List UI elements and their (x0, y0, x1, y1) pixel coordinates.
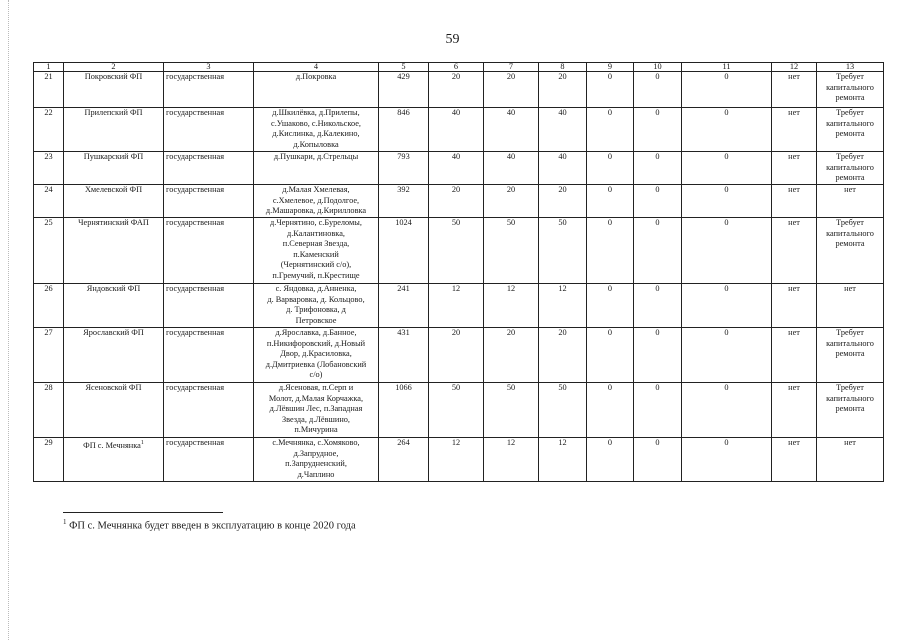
cell-c10: 0 (634, 438, 682, 482)
note-line: Требует (836, 383, 864, 392)
settlement-line: д. Трифоновка, д (286, 305, 346, 314)
column-header: 1 (34, 63, 64, 72)
cell-c8: 12 (539, 284, 587, 328)
table-row (34, 383, 884, 438)
cell-c6: 40 (429, 152, 484, 185)
cell-no: 23 (34, 152, 64, 185)
cell-c6: 20 (429, 328, 484, 383)
note-line: нет (844, 438, 856, 447)
note-line: Требует (836, 152, 864, 161)
cell-c9: 0 (587, 185, 634, 218)
cell-note (817, 218, 884, 284)
footnote-mark: 1 (63, 518, 67, 526)
cell-note (817, 72, 884, 108)
settlement-line: д.Лёвшин Лес, п.Западная (269, 404, 363, 413)
settlement-line: д.Калантиновка, (287, 228, 345, 238)
cell-c12: нет (772, 152, 817, 185)
cell-name (64, 218, 164, 284)
cell-c5: 392 (379, 185, 429, 218)
cell-c10: 0 (634, 284, 682, 328)
cell-c7: 20 (484, 72, 539, 108)
settlement-line: д.Кислинка, д.Калекино, (272, 129, 360, 138)
cell-no: 27 (34, 328, 64, 383)
cell-c5: 846 (379, 108, 429, 152)
settlement-line: с. Яндовка, д.Анненка, (275, 284, 357, 293)
cell-c11: 0 (682, 185, 772, 218)
cell-ownership: государственная (164, 438, 254, 482)
note-line: Требует (836, 328, 864, 337)
cell-settlements (254, 438, 379, 482)
settlement-line: Молот, д.Малая Корчажка, (268, 393, 364, 403)
footnote-text: ФП с. Мечнянка будет введен в эксплуатацию в конце 2020 года (66, 520, 356, 532)
cell-c7: 40 (484, 152, 539, 185)
page-number: 59 (445, 32, 460, 47)
cell-c7: 50 (484, 383, 539, 438)
settlement-line: п.Каменский (293, 249, 339, 259)
cell-c11: 0 (682, 72, 772, 108)
cell-ownership: государственная (164, 152, 254, 185)
cell-c5: 241 (379, 284, 429, 328)
cell-c11: 0 (682, 108, 772, 152)
cell-note (817, 328, 884, 383)
cell-c6: 12 (429, 438, 484, 482)
cell-c8: 12 (539, 438, 587, 482)
settlement-line: с/о) (309, 370, 323, 379)
settlement-line: Звезда, д.Лёвшино, (281, 414, 350, 424)
cell-c8: 20 (539, 72, 587, 108)
note-line: капитального (826, 118, 874, 128)
cell-c8: 20 (539, 328, 587, 383)
cell-ownership: государственная (164, 218, 254, 284)
settlement-line: д.Чернятино, с.Буреломы, (270, 218, 362, 227)
note-line: ремонта (835, 239, 865, 248)
cell-note (817, 108, 884, 152)
cell-c11: 0 (682, 328, 772, 383)
settlement-line: п.Северная Звезда, (282, 239, 350, 248)
cell-name (64, 185, 164, 218)
cell-no: 25 (34, 218, 64, 284)
cell-c9: 0 (587, 108, 634, 152)
settlement-line: д.Пушкари, д.Стрельцы (273, 152, 359, 161)
settlement-line: д.Дмитриевка (Лобановский (265, 359, 367, 369)
cell-c11: 0 (682, 383, 772, 438)
cell-c5: 1066 (379, 383, 429, 438)
facility-name: Пушкарский ФП (83, 152, 144, 161)
cell-c5: 429 (379, 72, 429, 108)
table-row (34, 438, 884, 482)
settlement-line: д.Ясеновая, п.Серп и (278, 383, 354, 392)
cell-no: 22 (34, 108, 64, 152)
note-line: Требует (836, 218, 864, 227)
table-row (34, 284, 884, 328)
note-line: капитального (826, 393, 874, 403)
note-line: капитального (826, 338, 874, 348)
cell-c5: 431 (379, 328, 429, 383)
cell-c7: 12 (484, 284, 539, 328)
cell-c6: 12 (429, 284, 484, 328)
cell-no: 29 (34, 438, 64, 482)
facilities-table (33, 62, 884, 482)
cell-ownership: государственная (164, 284, 254, 328)
note-line: капитального (826, 228, 874, 238)
facility-name: Прилепский ФП (84, 108, 143, 117)
note-line: Требует (836, 72, 864, 81)
footnote-separator (63, 512, 223, 513)
note-line: ремонта (835, 129, 865, 138)
footnote (63, 518, 356, 532)
facility-name: Яндовский ФП (86, 284, 141, 293)
note-line: капитального (826, 162, 874, 172)
cell-c10: 0 (634, 152, 682, 185)
cell-note (817, 152, 884, 185)
cell-name (64, 383, 164, 438)
cell-c10: 0 (634, 383, 682, 438)
note-line: нет (844, 284, 856, 293)
note-line: ремонта (835, 93, 865, 102)
cell-c6: 50 (429, 383, 484, 438)
cell-c7: 12 (484, 438, 539, 482)
header-row (34, 63, 884, 72)
cell-c10: 0 (634, 108, 682, 152)
settlement-line: (Чернятинский с/о), (280, 260, 352, 269)
column-header: 6 (429, 63, 484, 72)
cell-c11: 0 (682, 152, 772, 185)
cell-no: 24 (34, 185, 64, 218)
cell-c12: нет (772, 185, 817, 218)
settlement-line: с.Мечнянка, с.Хомяково, (272, 438, 360, 447)
settlement-line: Двор, д.Красиловка, (280, 349, 352, 358)
column-header: 7 (484, 63, 539, 72)
settlement-line: Петровское (295, 315, 337, 325)
settlement-line: д.Запрудное, (293, 448, 339, 458)
cell-no: 21 (34, 72, 64, 108)
settlement-line: п.Гремучий, п.Крестище (272, 270, 360, 280)
cell-note (817, 185, 884, 218)
column-header: 13 (817, 63, 884, 72)
column-header: 9 (587, 63, 634, 72)
cell-name (64, 284, 164, 328)
cell-c10: 0 (634, 328, 682, 383)
cell-c12: нет (772, 383, 817, 438)
cell-c9: 0 (587, 72, 634, 108)
note-line: Требует (836, 108, 864, 117)
cell-settlements (254, 218, 379, 284)
cell-c7: 20 (484, 328, 539, 383)
column-header: 5 (379, 63, 429, 72)
cell-ownership: государственная (164, 108, 254, 152)
cell-c12: нет (772, 328, 817, 383)
cell-settlements (254, 108, 379, 152)
note-line: нет (844, 185, 856, 194)
cell-settlements (254, 72, 379, 108)
settlement-line: с.Ушаково, с.Никольское, (271, 118, 361, 128)
cell-c7: 20 (484, 185, 539, 218)
facility-name: Покровский ФП (84, 72, 143, 81)
cell-ownership: государственная (164, 72, 254, 108)
facility-name: Чернятинский ФАП (78, 218, 149, 227)
settlement-line: д.Шкилёвка, д.Прилепы, (272, 108, 360, 117)
settlement-line: п.Мичурина (294, 425, 338, 434)
table-row (34, 185, 884, 218)
cell-c8: 50 (539, 383, 587, 438)
table-row (34, 108, 884, 152)
column-header: 3 (164, 63, 254, 72)
note-line: капитального (826, 82, 874, 92)
settlement-line: д.Чаплино (297, 469, 335, 479)
cell-c9: 0 (587, 218, 634, 284)
cell-c12: нет (772, 218, 817, 284)
cell-c10: 0 (634, 185, 682, 218)
column-header: 10 (634, 63, 682, 72)
cell-c5: 1024 (379, 218, 429, 284)
note-line: ремонта (835, 404, 865, 413)
note-line: ремонта (835, 173, 865, 182)
column-header: 2 (64, 63, 164, 72)
note-line: ремонта (835, 349, 865, 358)
table-row (34, 72, 884, 108)
cell-c5: 793 (379, 152, 429, 185)
cell-name (64, 72, 164, 108)
settlement-line: п.Запрудненский, (285, 459, 347, 468)
cell-name (64, 328, 164, 383)
cell-c9: 0 (587, 284, 634, 328)
cell-settlements (254, 284, 379, 328)
settlement-line: д.Малая Хмелевая, (282, 185, 350, 194)
facility-name: Ярославский ФП (83, 328, 144, 337)
settlement-line: д.Покровка (295, 72, 337, 81)
column-header: 11 (682, 63, 772, 72)
cell-c6: 50 (429, 218, 484, 284)
footnote-ref: 1 (140, 440, 144, 446)
cell-note (817, 438, 884, 482)
cell-c6: 20 (429, 185, 484, 218)
scan-edge-marks (8, 0, 10, 640)
cell-c11: 0 (682, 218, 772, 284)
cell-c7: 50 (484, 218, 539, 284)
column-header: 12 (772, 63, 817, 72)
cell-c10: 0 (634, 72, 682, 108)
cell-ownership: государственная (164, 185, 254, 218)
cell-ownership: государственная (164, 383, 254, 438)
cell-c12: нет (772, 284, 817, 328)
settlement-line: д. Варваровка, д. Кольцово, (267, 294, 365, 304)
settlement-line: п.Никифоровский, д.Новый (266, 338, 366, 348)
cell-note (817, 284, 884, 328)
cell-c5: 264 (379, 438, 429, 482)
table-row (34, 218, 884, 284)
facility-name: ФП с. Мечнянка (83, 440, 141, 450)
cell-c12: нет (772, 108, 817, 152)
cell-c7: 40 (484, 108, 539, 152)
cell-settlements (254, 185, 379, 218)
cell-c9: 0 (587, 152, 634, 185)
settlement-line: д.Ярославка, д.Банное, (275, 328, 357, 337)
cell-c8: 20 (539, 185, 587, 218)
cell-c6: 40 (429, 108, 484, 152)
cell-c9: 0 (587, 438, 634, 482)
cell-settlements (254, 383, 379, 438)
cell-note (817, 383, 884, 438)
cell-c9: 0 (587, 328, 634, 383)
cell-c8: 40 (539, 108, 587, 152)
cell-c6: 20 (429, 72, 484, 108)
cell-c12: нет (772, 438, 817, 482)
cell-settlements (254, 328, 379, 383)
cell-no: 26 (34, 284, 64, 328)
column-header: 4 (254, 63, 379, 72)
facility-name: Ясеновской ФП (85, 383, 142, 392)
facility-name: Хмелевской ФП (84, 185, 143, 194)
cell-no: 28 (34, 383, 64, 438)
cell-settlements (254, 152, 379, 185)
cell-name (64, 108, 164, 152)
settlement-line: д.Копыловка (293, 139, 339, 149)
cell-c12: нет (772, 72, 817, 108)
cell-c8: 40 (539, 152, 587, 185)
cell-name (64, 438, 164, 482)
cell-name (64, 152, 164, 185)
table-row (34, 328, 884, 383)
column-header: 8 (539, 63, 587, 72)
cell-ownership: государственная (164, 328, 254, 383)
table-row (34, 152, 884, 185)
cell-c11: 0 (682, 438, 772, 482)
settlement-line: с.Хмелевое, д.Подолгое, (272, 195, 360, 205)
cell-c9: 0 (587, 383, 634, 438)
cell-c11: 0 (682, 284, 772, 328)
cell-c10: 0 (634, 218, 682, 284)
settlement-line: д.Машаровка, д.Кирилловка (265, 206, 367, 215)
cell-c8: 50 (539, 218, 587, 284)
